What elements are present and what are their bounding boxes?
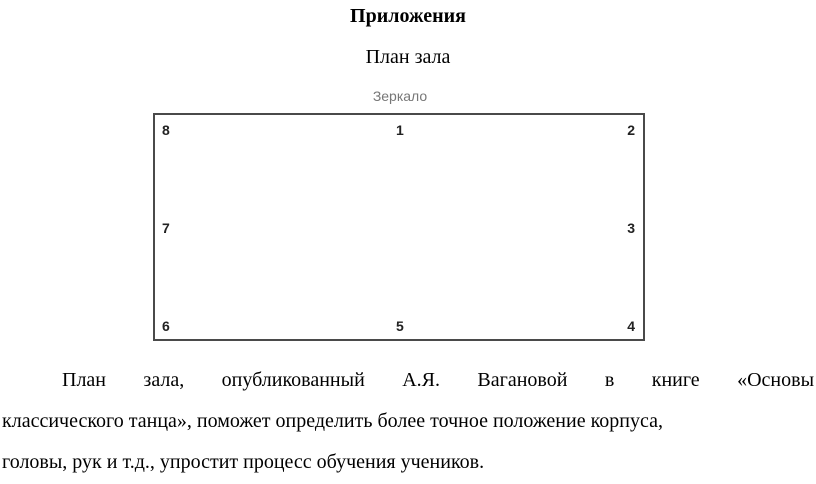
hall-plan-diagram — [153, 113, 645, 341]
position-5: 5 — [396, 318, 404, 334]
position-2: 2 — [627, 122, 635, 138]
description-paragraph — [2, 360, 814, 483]
hall-plan-title: План зала — [365, 46, 451, 68]
mirror-label: Зеркало — [372, 88, 428, 104]
position-1: 1 — [396, 122, 404, 138]
paragraph-line-1: План зала, опубликованный А.Я. Вагановой в книге «Основы — [62, 369, 814, 391]
position-3: 3 — [627, 220, 635, 236]
position-8: 8 — [162, 122, 170, 138]
appendix-heading: Приложения — [350, 5, 466, 27]
paragraph-line-2: классического танца», поможет определить более точное положение корпуса, — [2, 410, 663, 432]
position-6: 6 — [162, 318, 170, 334]
position-4: 4 — [627, 318, 635, 334]
position-7: 7 — [162, 220, 170, 236]
paragraph-line-3: головы, рук и т.д., упростит процесс обучения учеников. — [2, 451, 485, 473]
